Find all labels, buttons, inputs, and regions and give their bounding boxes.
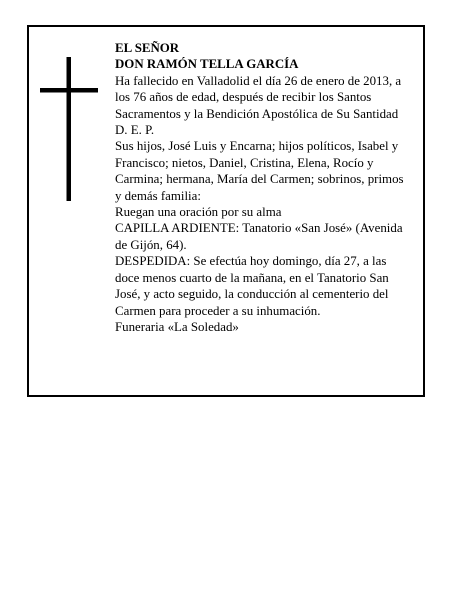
body-line-10: CAPILLA ARDIENTE: Tanatorio «San José» (Avenida: [115, 221, 403, 236]
notice-title-line-1: EL SEÑOR: [115, 41, 180, 55]
body-line-4: D. E. P.: [115, 123, 155, 138]
body-line-3: Sacramentos y la Bendición Apostólica de Su Santidad: [115, 106, 399, 121]
body-line-14: José, y acto seguido, la conducción al cementerio del: [115, 287, 389, 302]
body-line-12: DESPEDIDA: Se efectúa hoy domingo, día 27, a las: [115, 254, 387, 269]
body-line-1: Ha fallecido en Valladolid el día 26 de enero de 2013, a: [115, 73, 402, 88]
notice-text: [115, 40, 425, 335]
body-line-16: Funeraria «La Soledad»: [115, 319, 239, 334]
body-line-9: Ruegan una oración por su alma: [115, 205, 282, 220]
body-line-11: de Gijón, 64).: [115, 237, 187, 252]
obituary-notice: [27, 25, 425, 397]
body-line-5: Sus hijos, José Luis y Encarna; hijos políticos, Isabel y: [115, 139, 399, 154]
body-line-2: los 76 años de edad, después de recibir los Santos: [115, 90, 372, 105]
body-line-13: doce menos cuarto de la mañana, en el Tanatorio San: [115, 270, 389, 285]
body-line-6: Francisco; nietos, Daniel, Cristina, Elena, Rocío y: [115, 155, 374, 170]
body-line-7: Carmina; hermana, María del Carmen; sobrinos, primos: [115, 172, 404, 187]
cross-icon: [40, 57, 98, 201]
body-line-15: Carmen para proceder a su inhumación.: [115, 303, 321, 318]
body-line-8: y demás familia:: [115, 188, 201, 203]
deceased-name: DON RAMÓN TELLA GARCÍA: [115, 57, 299, 72]
